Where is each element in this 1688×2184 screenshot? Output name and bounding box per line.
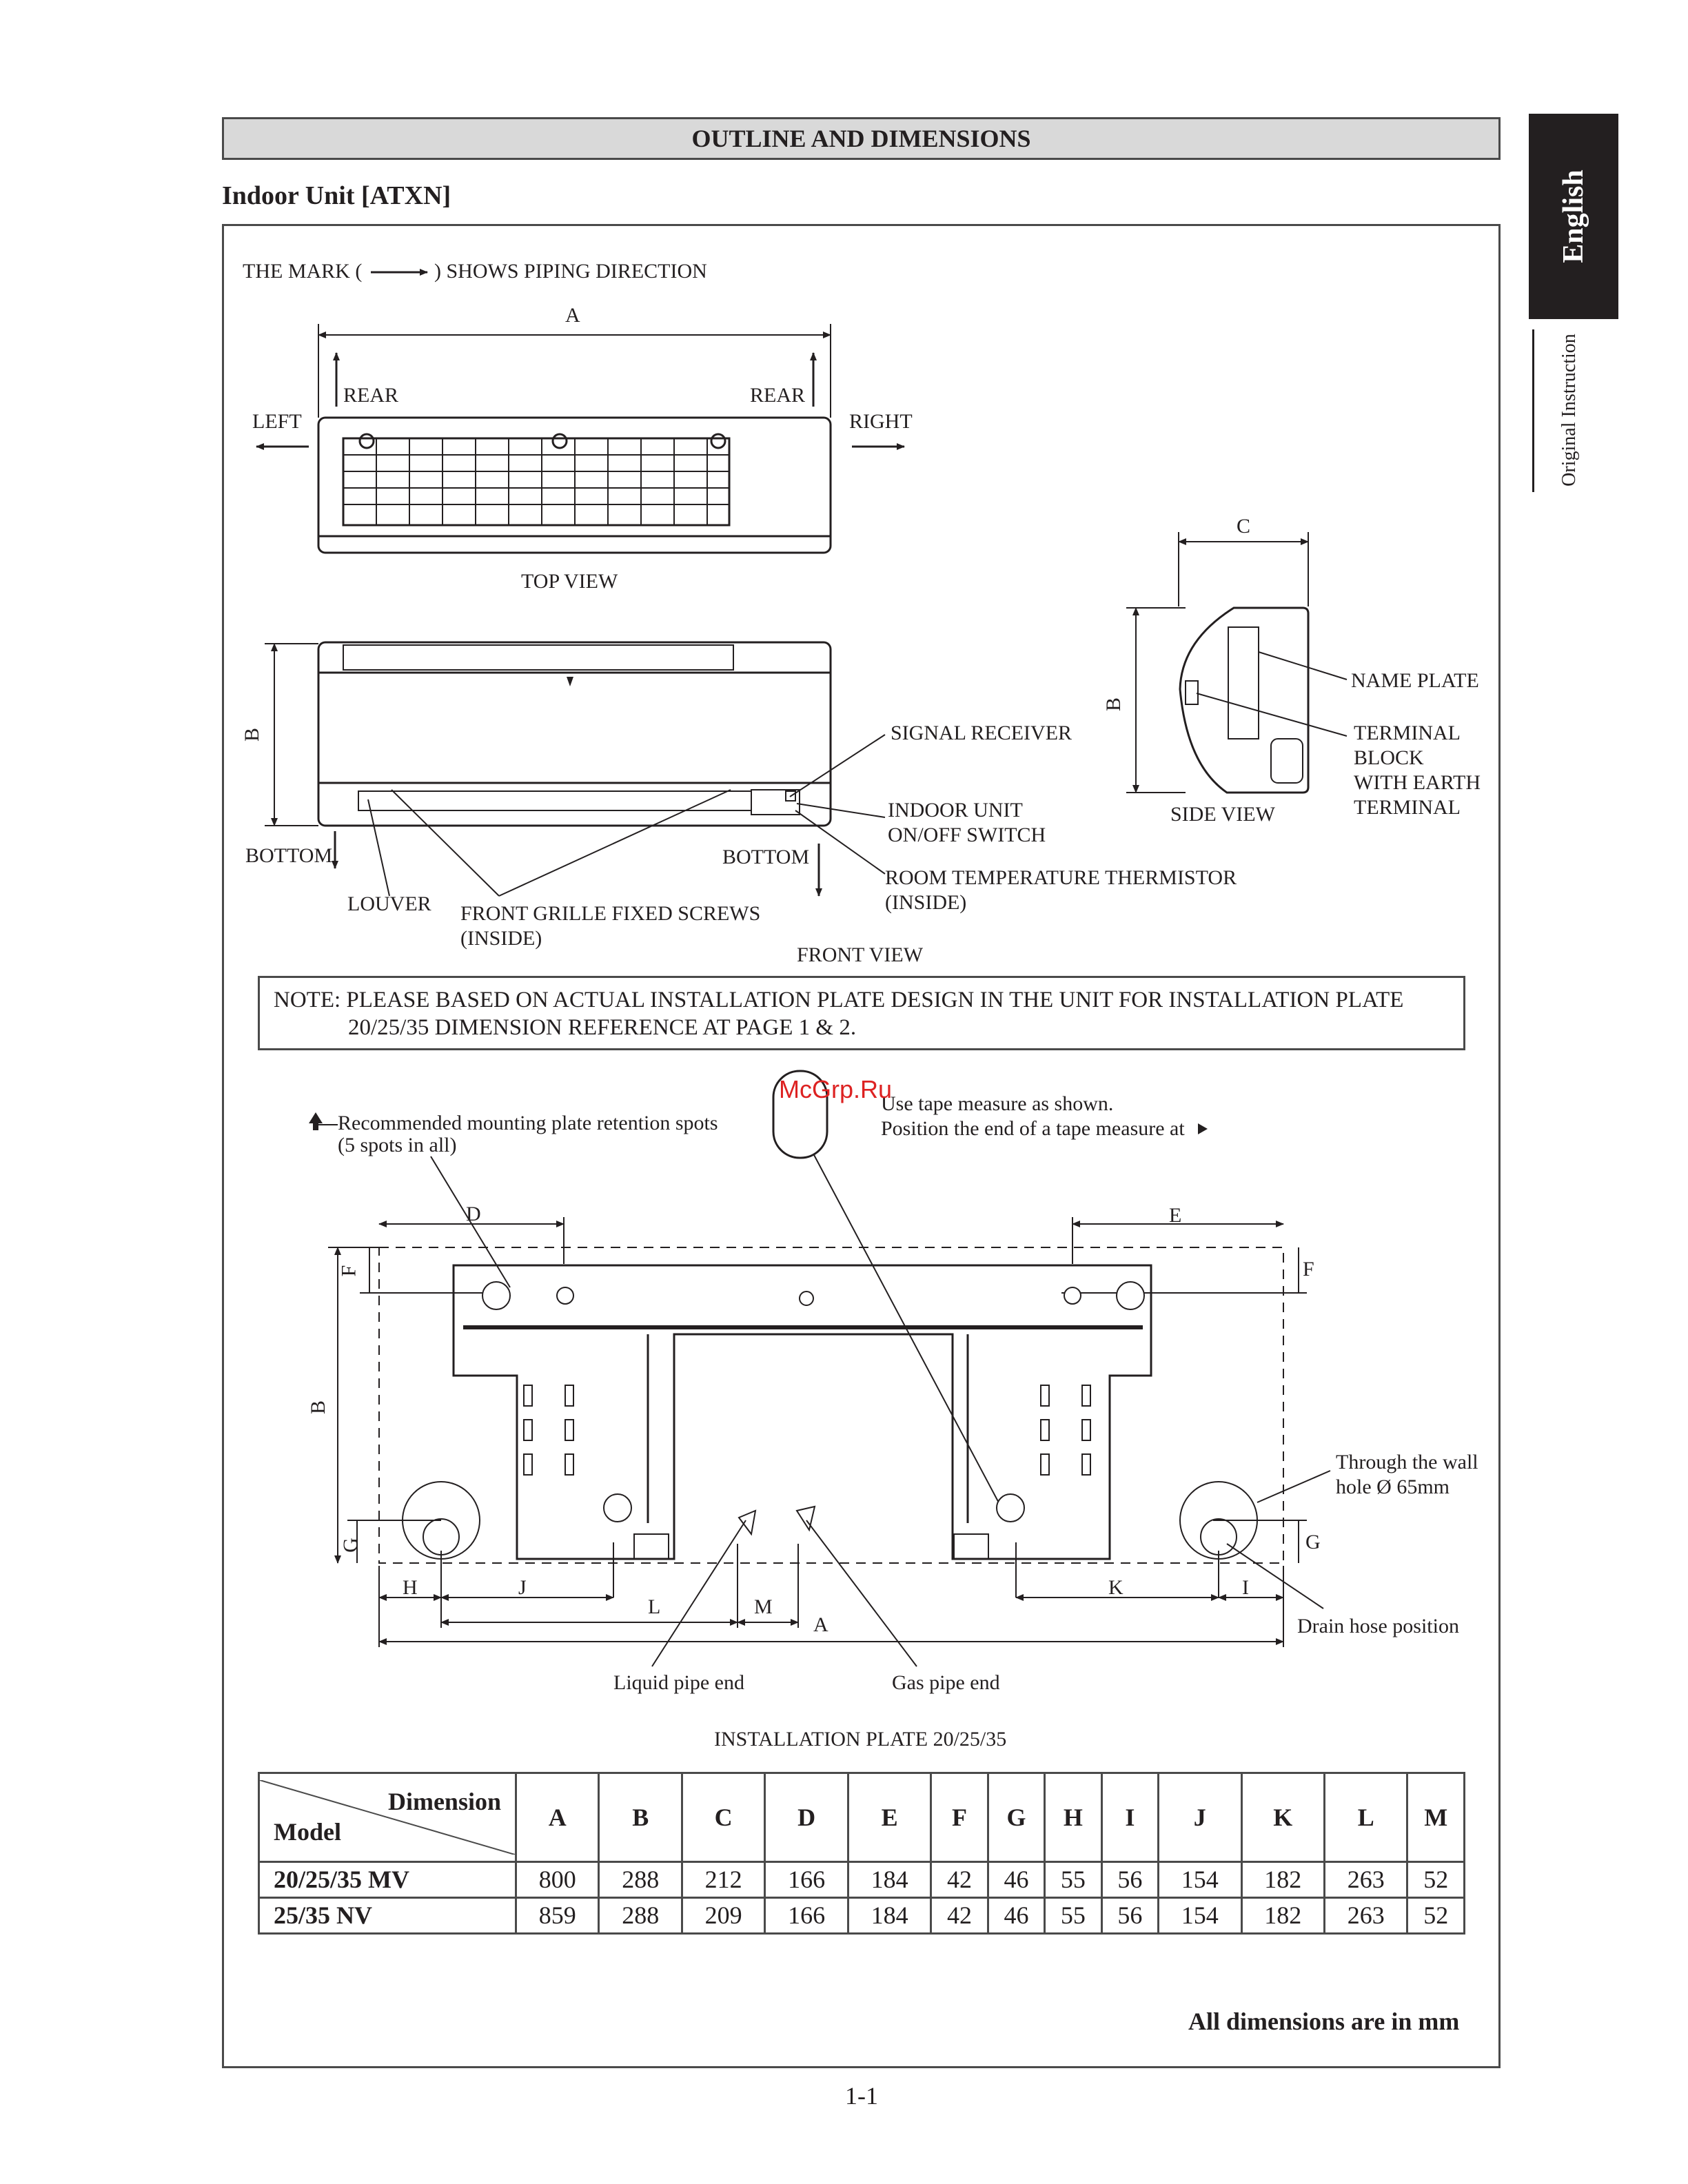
liquid-pipe-label: Liquid pipe end [613, 1671, 744, 1694]
language-label: English [1558, 170, 1589, 263]
value-cell: 154 [1159, 1861, 1241, 1897]
value-cell: 184 [848, 1897, 931, 1933]
column-header: B [599, 1773, 682, 1862]
value-cell: 46 [988, 1861, 1044, 1897]
terminal-label-2: BLOCK [1354, 746, 1424, 769]
model-cell: 25/35 NV [259, 1897, 516, 1933]
screws-label-2: (INSIDE) [460, 927, 542, 950]
column-header: H [1045, 1773, 1101, 1862]
column-header: E [848, 1773, 931, 1862]
value-cell: 288 [599, 1897, 682, 1933]
value-cell: 56 [1101, 1897, 1158, 1933]
terminal-label-1: TERMINAL [1354, 722, 1461, 744]
installation-note [258, 976, 1465, 1050]
plate-dim-l: L [648, 1595, 661, 1618]
plate-dim-g-right: G [1305, 1531, 1321, 1553]
wall-hole-label-2: hole Ø 65mm [1336, 1476, 1450, 1498]
name-plate-label: NAME PLATE [1351, 669, 1479, 692]
top-left: LEFT [252, 410, 302, 433]
corner-model-label: Model [274, 1817, 341, 1846]
louver-label: LOUVER [347, 892, 431, 915]
plate-dim-b: B [307, 1400, 330, 1415]
plate-dim-j: J [518, 1576, 527, 1599]
drain-label: Drain hose position [1297, 1615, 1459, 1637]
column-header: G [988, 1773, 1044, 1862]
plate-dim-e: E [1169, 1204, 1182, 1227]
retention-label-2: (5 spots in all) [338, 1134, 457, 1156]
tape-label-1: Use tape measure as shown. [881, 1092, 1114, 1115]
wall-hole-label-1: Through the wall [1336, 1451, 1478, 1473]
table-header-row [259, 1773, 1465, 1862]
table-row [259, 1897, 1465, 1933]
plate-caption: INSTALLATION PLATE 20/25/35 [714, 1728, 1007, 1751]
plate-dim-a: A [813, 1613, 828, 1636]
installation-plate [318, 1071, 1330, 1666]
top-rear-right: REAR [750, 384, 806, 407]
tape-marker-icon [1198, 1123, 1208, 1134]
plate-dim-d: D [466, 1203, 481, 1225]
value-cell: 859 [516, 1897, 599, 1933]
value-cell: 263 [1324, 1897, 1407, 1933]
value-cell: 263 [1324, 1861, 1407, 1897]
bottom-right: BOTTOM [722, 846, 810, 868]
column-header: I [1101, 1773, 1158, 1862]
plate-dim-i: I [1242, 1576, 1249, 1599]
terminal-label-4: TERMINAL [1354, 796, 1461, 819]
value-cell: 52 [1407, 1861, 1465, 1897]
front-dim-b: B [241, 727, 264, 742]
column-header: D [765, 1773, 848, 1862]
top-view-caption: TOP VIEW [521, 570, 618, 593]
value-cell: 42 [931, 1861, 988, 1897]
value-cell: 166 [765, 1861, 848, 1897]
value-cell: 288 [599, 1861, 682, 1897]
piping-mark-suffix: ) SHOWS PIPING DIRECTION [434, 260, 707, 283]
plate-dim-k: K [1108, 1576, 1123, 1599]
table-corner-cell [259, 1773, 516, 1862]
front-view-caption: FRONT VIEW [797, 943, 924, 966]
section-subtitle: Indoor Unit [ATXN] [222, 181, 451, 210]
value-cell: 55 [1045, 1897, 1101, 1933]
column-header: L [1324, 1773, 1407, 1862]
top-dim-a: A [565, 304, 580, 327]
retention-arrow-icon [309, 1112, 323, 1130]
value-cell: 212 [682, 1861, 764, 1897]
corner-dimension-label: Dimension [387, 1787, 501, 1815]
column-header: F [931, 1773, 988, 1862]
value-cell: 209 [682, 1897, 764, 1933]
tape-label-2: Position the end of a tape measure at [881, 1117, 1185, 1140]
page-number: 1-1 [845, 2082, 878, 2110]
top-view [256, 324, 904, 553]
thermistor-label-2: (INSIDE) [885, 891, 967, 914]
column-header: C [682, 1773, 764, 1862]
value-cell: 166 [765, 1897, 848, 1933]
plate-dim-m: M [754, 1595, 773, 1618]
plate-dim-h: H [403, 1576, 418, 1599]
value-cell: 55 [1045, 1861, 1101, 1897]
dimension-table [258, 1772, 1465, 1935]
value-cell: 182 [1241, 1861, 1324, 1897]
top-right: RIGHT [849, 410, 913, 433]
note-line-2: 20/25/35 DIMENSION REFERENCE AT PAGE 1 & 2. [348, 1015, 857, 1040]
watermark: McGrp.Ru [779, 1075, 893, 1103]
value-cell: 46 [988, 1897, 1044, 1933]
model-cell: 20/25/35 MV [259, 1861, 516, 1897]
plate-dim-f-left: F [337, 1265, 360, 1277]
signal-receiver-label: SIGNAL RECEIVER [891, 722, 1072, 744]
gas-pipe-label: Gas pipe end [892, 1671, 1000, 1694]
side-dim-c: C [1237, 515, 1251, 538]
column-header: K [1241, 1773, 1324, 1862]
side-view [1126, 532, 1347, 793]
plate-dim-g-left: G [338, 1538, 362, 1553]
bottom-left: BOTTOM [245, 844, 333, 867]
page-title: OUTLINE AND DIMENSIONS [222, 117, 1501, 160]
switch-label-1: INDOOR UNIT [888, 799, 1023, 821]
value-cell: 154 [1159, 1897, 1241, 1933]
table-row [259, 1861, 1465, 1897]
value-cell: 184 [848, 1861, 931, 1897]
top-rear-left: REAR [343, 384, 399, 407]
plate-dim-f-right: F [1303, 1258, 1314, 1280]
value-cell: 52 [1407, 1897, 1465, 1933]
original-instruction-label: Original Instruction [1558, 334, 1580, 487]
terminal-label-3: WITH EARTH [1354, 771, 1481, 794]
note-line-1: NOTE: PLEASE BASED ON ACTUAL INSTALLATION PLATE DESIGN IN THE UNIT FOR INSTALLATION PLATE [274, 988, 1404, 1012]
piping-mark-prefix: THE MARK ( [243, 260, 363, 283]
side-view-caption: SIDE VIEW [1170, 803, 1275, 826]
side-dim-b: B [1102, 697, 1126, 712]
column-header: A [516, 1773, 599, 1862]
screws-label-1: FRONT GRILLE FIXED SCREWS [460, 902, 761, 925]
value-cell: 56 [1101, 1861, 1158, 1897]
thermistor-label-1: ROOM TEMPERATURE THERMISTOR [885, 866, 1237, 889]
retention-label-1: Recommended mounting plate retention spots [338, 1112, 718, 1134]
value-cell: 800 [516, 1861, 599, 1897]
column-header: M [1407, 1773, 1465, 1862]
value-cell: 182 [1241, 1897, 1324, 1933]
switch-label-2: ON/OFF SWITCH [888, 824, 1046, 846]
column-header: J [1159, 1773, 1241, 1862]
value-cell: 42 [931, 1897, 988, 1933]
units-note: All dimensions are in mm [1188, 2008, 1460, 2035]
